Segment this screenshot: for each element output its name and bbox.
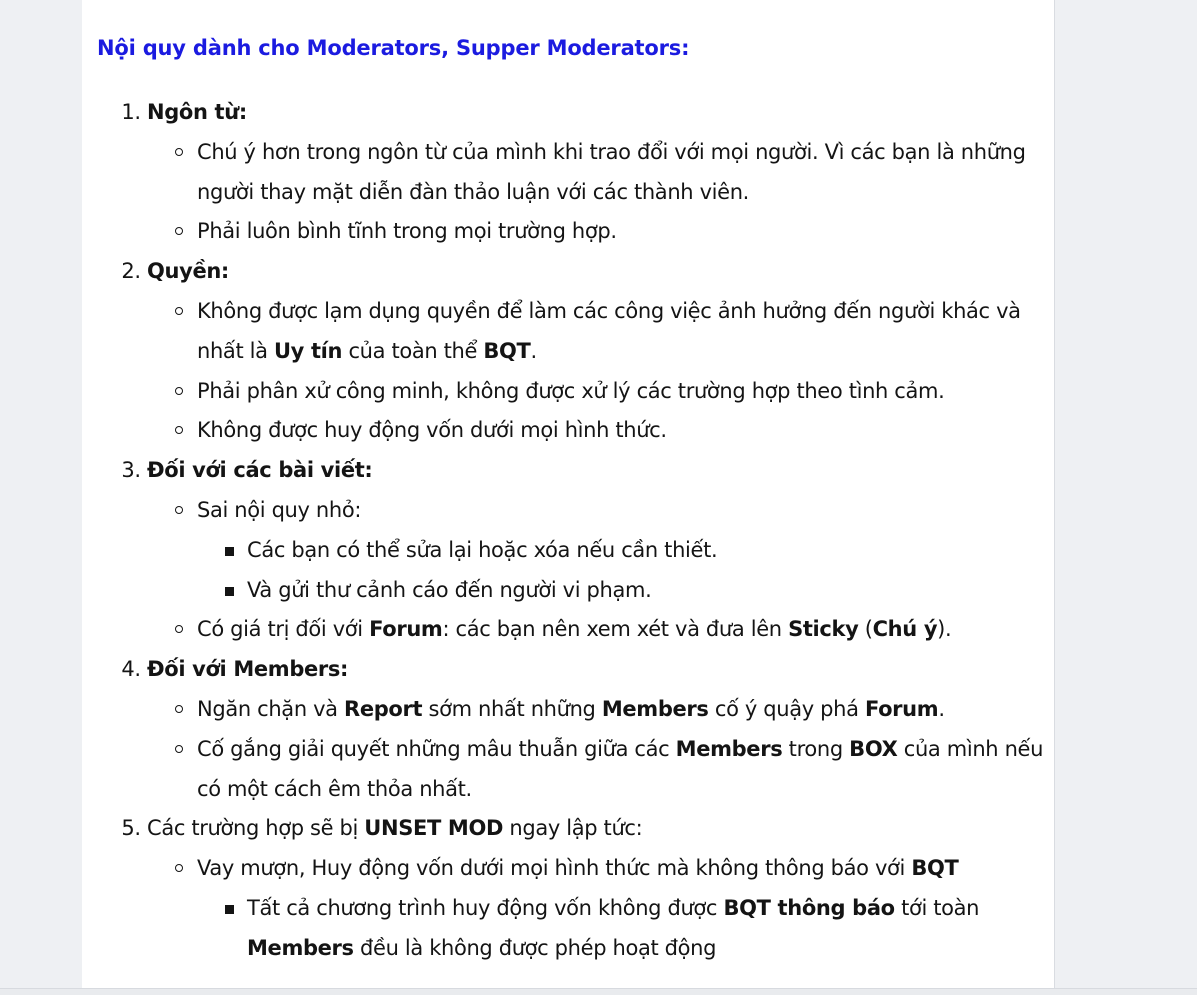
- list-item: [197, 690, 1057, 730]
- text-span: Có giá trị đối với: [197, 617, 370, 642]
- rule-sublist: [147, 491, 1057, 650]
- bold-span: Members: [675, 736, 783, 761]
- bold-span: UNSET MOD: [364, 816, 504, 841]
- bold-span: Uy tín: [273, 338, 343, 363]
- rule-item-4: [147, 650, 1057, 809]
- rule-item-2: [147, 252, 1057, 451]
- rule-sublist: [147, 849, 1057, 968]
- text-span: sớm nhất những: [422, 696, 602, 721]
- text-span: Tất cả chương trình huy động vốn không được: [247, 895, 724, 920]
- rule-title: Đối với các bài viết:: [147, 458, 373, 483]
- rule-item-3: [147, 451, 1057, 650]
- list-item: Và gửi thư cảnh cáo đến người vi phạm.: [247, 571, 1057, 611]
- rule-item-1: [147, 93, 1057, 252]
- page-bottom-edge: [0, 988, 1197, 995]
- bold-span: BQT thông báo: [723, 895, 895, 920]
- list-item: Chú ý hơn trong ngôn từ của mình khi trao đổi với mọi người. Vì các bạn là những người thay mặt diễn đàn thảo luận với các thành viên.: [197, 133, 1057, 213]
- text-span: của toàn thể: [342, 338, 484, 363]
- list-item: [247, 889, 1057, 969]
- bold-span: Members: [601, 696, 709, 721]
- rule-title: Ngôn từ:: [147, 100, 247, 124]
- text-span: Sai nội quy nhỏ:: [197, 497, 362, 522]
- text-span: .: [530, 338, 537, 363]
- text-span: trong: [782, 736, 850, 761]
- list-item: Không được huy động vốn dưới mọi hình thức.: [197, 411, 1057, 451]
- rules-list: [123, 93, 1057, 969]
- bold-span: BQT: [483, 338, 531, 363]
- list-item: [197, 849, 1057, 968]
- rule-sublist: [147, 690, 1057, 809]
- bold-span: Forum: [369, 617, 443, 642]
- text-span: đều là không được phép hoạt động: [353, 935, 717, 960]
- rule-subsublist: [197, 531, 1057, 611]
- bold-span: Chú ý: [872, 617, 938, 642]
- rule-subsublist: [197, 889, 1057, 969]
- text-span: Cố gắng giải quyết những mâu thuẫn giữa các: [197, 736, 676, 761]
- bold-span: BQT: [911, 856, 959, 881]
- rule-title: Quyền:: [147, 259, 229, 284]
- bold-span: Forum: [864, 696, 939, 721]
- post-content-panel: [82, 0, 1055, 988]
- list-item: Phải phân xử công minh, không được xử lý các trường hợp theo tình cảm.: [197, 372, 1057, 412]
- list-item: [197, 610, 1057, 650]
- text-span: ngay lập tức:: [503, 816, 643, 841]
- text-span: Ngăn chặn và: [197, 696, 345, 721]
- text-span: Vay mượn, Huy động vốn dưới mọi hình thức mà không thông báo với: [197, 856, 912, 881]
- list-item: [197, 730, 1057, 810]
- text-span: cố ý quậy phá: [708, 696, 865, 721]
- text-span: ).: [937, 617, 952, 642]
- text-span: Không được lạm dụng quyền để làm các công việc ảnh hưởng đến người khác và nhất là: [197, 298, 1021, 363]
- rule-sublist: [147, 292, 1057, 451]
- rules-heading: Nội quy dành cho Moderators, Supper Moderators:: [97, 36, 690, 60]
- list-item: Phải luôn bình tĩnh trong mọi trường hợp.: [197, 212, 1057, 252]
- text-span: : các bạn nên xem xét và đưa lên: [442, 617, 789, 642]
- bold-span: Report: [344, 696, 423, 721]
- text-span: của mình nếu có một cách êm thỏa nhất.: [197, 736, 1044, 801]
- rule-item-5: [147, 809, 1057, 968]
- bold-span: Members: [247, 935, 354, 960]
- text-span: Các trường hợp sẽ bị: [147, 816, 365, 841]
- rule-title: Đối với Members:: [147, 657, 349, 682]
- text-span: .: [938, 696, 945, 721]
- bold-span: Sticky: [788, 617, 859, 642]
- list-item: [197, 292, 1057, 372]
- bold-span: BOX: [849, 736, 898, 761]
- list-item: [197, 491, 1057, 610]
- rule-sublist: [147, 133, 1057, 252]
- text-span: tới toàn: [894, 895, 980, 920]
- text-span: (: [858, 617, 873, 642]
- list-item: Các bạn có thể sửa lại hoặc xóa nếu cần thiết.: [247, 531, 1057, 571]
- page-background: [0, 0, 82, 988]
